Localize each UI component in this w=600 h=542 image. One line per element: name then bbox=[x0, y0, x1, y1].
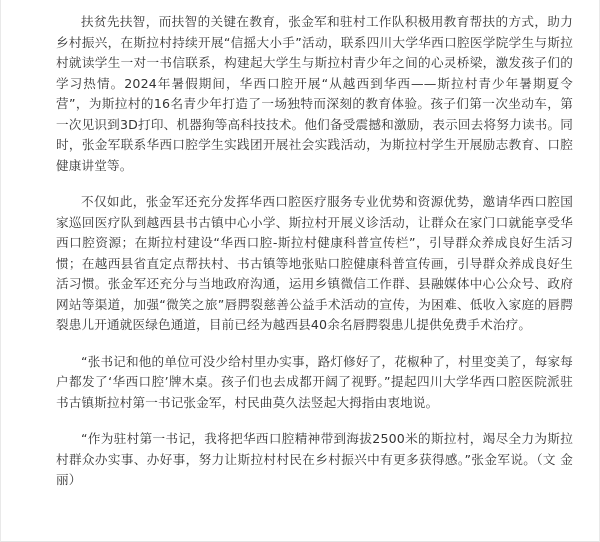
article-body bbox=[1, 0, 599, 491]
article-paragraph: 不仅如此，张金军还充分发挥华西口腔医疗服务专业优势和资源优势，邀请华西口腔国家巡回医疗队到越西县书古镇中心小学、斯拉村开展义诊活动，让群众在家门口就能享受华西口腔资源；在斯拉村建设“华西口腔-斯拉村健康科普宣传栏”，引导群众养成良好生活习惯；在越西县省直定点帮扶村、书古镇等地张贴口腔健康科普宣传画，引导群众养成良好生活习惯。张金军还充分与当地政府沟通，运用乡镇微信工作群、县融媒体中心公众号、政府网站等渠道，加强“微笑之旅”唇腭裂慈善公益手术活动的宣传，为困难、低收入家庭的唇腭裂患儿开通就医绿色通道，目前已经为越西县40余名唇腭裂患儿提供免费手术治疗。 bbox=[56, 194, 573, 332]
article-paragraph: “张书记和他的单位可没少给村里办实事，路灯修好了，花椒种了，村里变美了，每家每户都发了‘华西口腔’牌木桌。孩子们也去成都开阔了视野。”提起四川大学华西口腔医院派驻书古镇斯拉村第一书记张金军，村民曲莫久法竖起大拇指由衷地说。 bbox=[56, 353, 573, 410]
article-paragraph: “作为驻村第一书记，我将把华西口腔精神带到海拔2500米的斯拉村，竭尽全力为斯拉村群众办实事、办好事，努力让斯拉村村民在乡村振兴中有更多获得感。”张金军说。（文 金丽） bbox=[56, 431, 573, 487]
article-paragraph: 扶贫先扶智，而扶智的关键在教育，张金军和驻村工作队积极用教育帮扶的方式，助力乡村振兴，在斯拉村持续开展“信摇大小手”活动，联系四川大学华西口腔医学院学生与斯拉村就读学生一对一书信联系，构建起大学生与斯拉村青少年之间的心灵桥梁，激发孩子们的学习热情。2024年暑假期间，华西口腔开展“从越西到华西——斯拉村青少年暑期夏令营”，为斯拉村的16名青少年打造了一场独特而深刻的教育体验。孩子们第一次坐动车，第一次见识到3D打印、机器狗等高科技技术。他们备受震撼和激励，表示回去将努力读书。同时，张金军联系华西口腔学生实践团开展社会实践活动，为斯拉村学生开展励志教育、口腔健康讲堂等。 bbox=[56, 14, 573, 173]
